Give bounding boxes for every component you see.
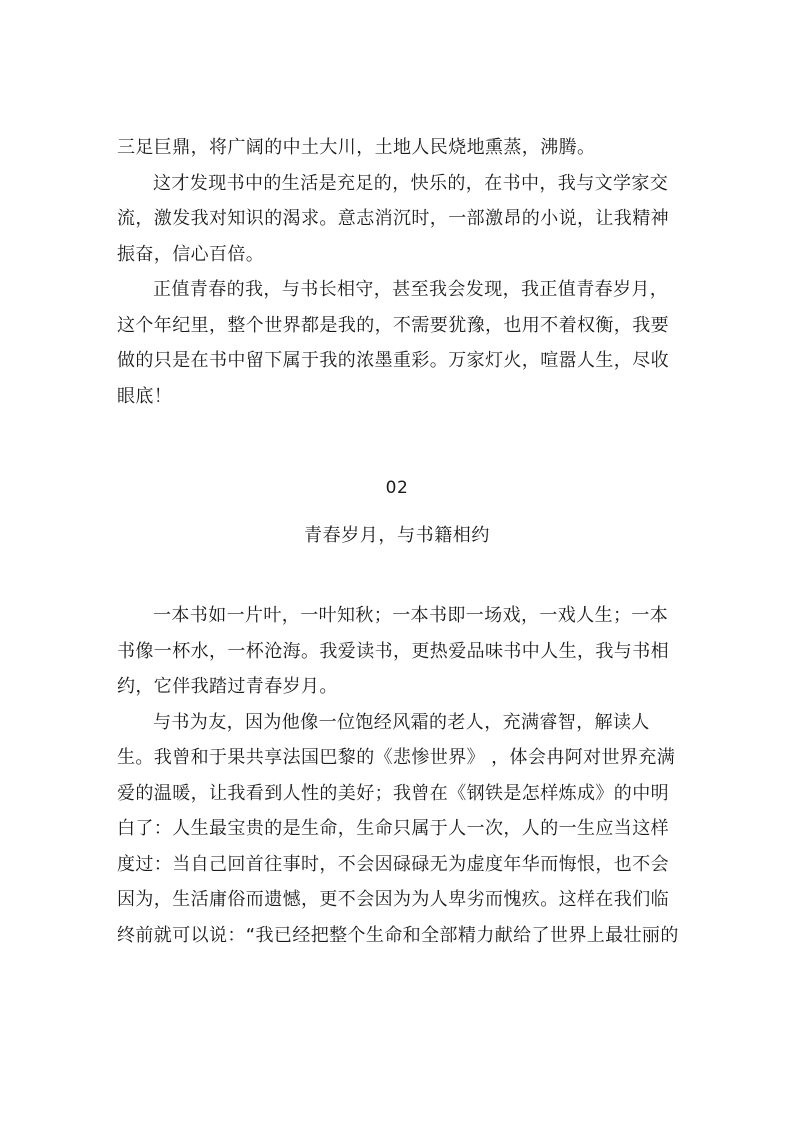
paragraph-continuation: 三足巨鼎，将广阔的中土大川，土地人民烧地熏蒸，沸腾。 [117, 137, 596, 158]
paragraph: 与书为友，因为他像一位饱经风霜的老人，充满睿智，解读人生。我曾和于果共享法国巴黎的《悲惨世界》 ，体会冉阿对世界充满爱的温暖，让我看到人性的美好；我曾在《钢铁是怎样炼成》的中明白了：人生最宝贵的是生命，生命只属于人一次，人的一生应当这样度过：当自己回首往事时，不会因碌碌无为虚度年华而悔恨，也不会因为，生活庸俗而遗憾，更不会因为为人卑劣而愧疚。这样在我们临终前就可以说：“我已经把整个生命和全部精力献给了世界上最壮丽的 [117, 711, 679, 946]
top-text-block [117, 130, 683, 414]
section-number: 02 [385, 478, 409, 498]
paragraph: 一本书如一片叶，一叶知秋；一本书即一场戏，一戏人生；一本书像一杯水，一杯沧海。我爱读书，更热爱品味书中人生，我与书相约，它伴我踏过青春岁月。 [117, 605, 669, 697]
section-text-block [117, 598, 683, 953]
section-title: 青春岁月，与书籍相约 [304, 525, 490, 546]
paragraph: 这才发现书中的生活是充足的，快乐的，在书中，我与文学家交流，激发我对知识的渴求。意志消沉时，一部激昂的小说，让我精神振奋，信心百倍。 [117, 172, 669, 265]
paragraph: 正值青春的我，与书长相守，甚至我会发现，我正值青春岁月，这个年纪里，整个世界都是我的，不需要犹豫，也用不着权衡，我要做的只是在书中留下属于我的浓墨重彩。万家灯火，喧嚣人生，尽收眼底！ [117, 279, 669, 407]
